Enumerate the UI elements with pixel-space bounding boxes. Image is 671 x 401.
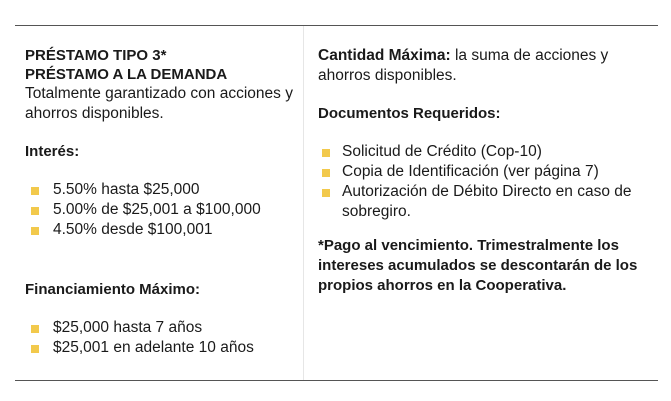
bullet-icon (31, 187, 39, 195)
list-item: Solicitud de Crédito (Cop-10) (318, 142, 653, 162)
loan-subtitle: PRÉSTAMO A LA DEMANDA (25, 66, 228, 83)
list-item: Copia de Identificación (ver página 7) (318, 162, 653, 182)
bottom-rule (15, 380, 658, 381)
max-amount-text: la suma de acciones y ahorros disponibles. (318, 47, 609, 84)
list-item: 5.50% hasta $25,000 (25, 180, 295, 200)
loan-type-title: PRÉSTAMO TIPO 3* (25, 47, 167, 64)
list-item: 5.00% de $25,001 a $100,000 (25, 200, 295, 220)
bullet-icon (322, 149, 330, 157)
bullet-icon (31, 345, 39, 353)
list-item: $25,001 en adelante 10 años (25, 338, 295, 358)
loan-description: Totalmente garantizado con acciones y ahorros disponibles. (25, 85, 293, 122)
interest-list (25, 180, 295, 240)
bullet-icon (31, 325, 39, 333)
bullet-icon (322, 189, 330, 197)
docs-heading: Documentos Requeridos: (318, 105, 501, 122)
financing-list (25, 318, 295, 358)
bullet-icon (31, 207, 39, 215)
bullet-icon (322, 169, 330, 177)
top-rule (15, 25, 658, 26)
docs-list (318, 142, 653, 222)
list-item: Autorización de Débito Directo en caso de sobregiro. (318, 182, 653, 222)
bullet-icon (31, 227, 39, 235)
list-item: $25,000 hasta 7 años (25, 318, 295, 338)
list-item: 4.50% desde $100,001 (25, 220, 295, 240)
column-divider (303, 26, 304, 380)
financing-heading: Financiamiento Máximo: (25, 281, 201, 298)
max-amount-label: Cantidad Máxima: (318, 47, 451, 64)
right-column (318, 46, 653, 296)
interest-heading: Interés: (25, 143, 80, 160)
left-column (25, 46, 295, 358)
payment-note: *Pago al vencimiento. Trimestralmente los intereses acumulados se descontarán de los propios ahorros en la Cooperativa. (318, 237, 638, 294)
max-amount (318, 46, 653, 86)
